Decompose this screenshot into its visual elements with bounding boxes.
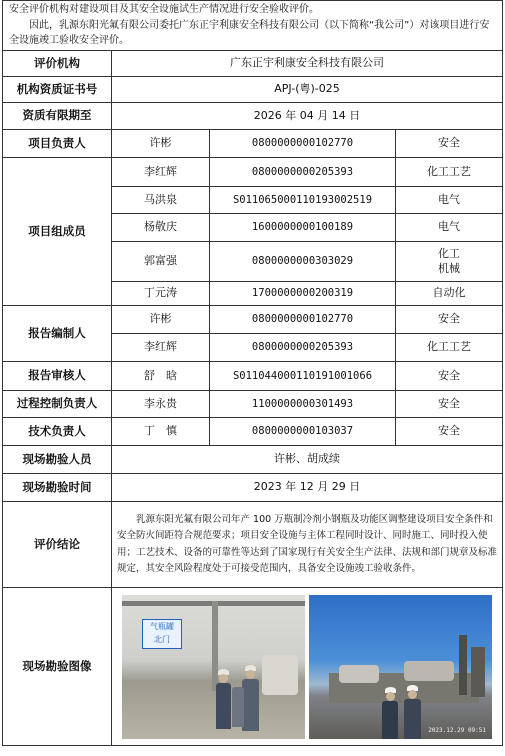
intro-line-2: 因此，乳源东阳光氟有限公司委托广东正宇利康安全科技有限公司（以下简称“我公司”）对该项目进行安全设施竣工验收安全评价。 bbox=[9, 19, 490, 47]
expiry-label: 资质有限期至 bbox=[3, 103, 112, 130]
expiry-value: 2026 年 04 月 14 日 bbox=[112, 103, 503, 130]
warehouse-sign bbox=[142, 619, 182, 649]
writer-major: 化工工艺 bbox=[396, 334, 503, 362]
process-name: 李永贵 bbox=[112, 391, 210, 418]
site-photo-plant bbox=[309, 595, 492, 739]
leader-name: 许彬 bbox=[112, 130, 210, 158]
writer-id: 0800000000102770 bbox=[210, 306, 396, 334]
process-label: 过程控制负责人 bbox=[3, 391, 112, 418]
member-major: 自动化 bbox=[396, 282, 503, 306]
process-id: 1100000000301493 bbox=[210, 391, 396, 418]
member-name: 李红辉 bbox=[112, 158, 210, 187]
member-major: 化工工艺 bbox=[396, 158, 503, 187]
site-staff-label: 现场勘验人员 bbox=[3, 446, 112, 474]
images-cell bbox=[112, 588, 503, 746]
leader-label: 项目负责人 bbox=[3, 130, 112, 158]
intro-line-1: 安全评价机构对建设项目及其安全设施试生产情况进行安全验收评价。 bbox=[9, 4, 319, 16]
reviewer-name: 舒 晗 bbox=[112, 362, 210, 391]
member-name: 郭富强 bbox=[112, 242, 210, 282]
cert-label: 机构资质证书号 bbox=[3, 77, 112, 103]
report-writers-label: 报告编制人 bbox=[3, 306, 112, 362]
tech-major: 安全 bbox=[396, 418, 503, 446]
conclusion-text: 乳源东阳光氟有限公司年产 100 万瓶制冷剂小钢瓶及功能区调整建设项目安全条件和安全防火间距符合规范要求；项目安全设施与主体工程同时设计、同时施工、同时投入使用；工艺技术、设备的可靠性等达到了国家现行有关安全生产法律、法规和部门规章及标准规定，其安全风险程度处于可接受范围内，具备安全设施竣工验收条件。 bbox=[112, 502, 503, 588]
member-major: 电气 bbox=[396, 187, 503, 214]
reviewer-label: 报告审核人 bbox=[3, 362, 112, 391]
site-photo-warehouse bbox=[122, 595, 305, 739]
site-time-label: 现场勘验时间 bbox=[3, 474, 112, 502]
leader-major: 安全 bbox=[396, 130, 503, 158]
reviewer-id: S011044000110191001066 bbox=[210, 362, 396, 391]
member-id: S011065000110193002519 bbox=[210, 187, 396, 214]
writer-name: 许彬 bbox=[112, 306, 210, 334]
info-table bbox=[2, 0, 503, 746]
site-staff-value: 许彬、胡成续 bbox=[112, 446, 503, 474]
reviewer-major: 安全 bbox=[396, 362, 503, 391]
process-major: 安全 bbox=[396, 391, 503, 418]
member-major: 电气 bbox=[396, 214, 503, 242]
member-id: 0800000000205393 bbox=[210, 158, 396, 187]
intro-paragraph bbox=[3, 1, 503, 51]
members-label: 项目组成员 bbox=[3, 158, 112, 306]
leader-id: 0800000000102770 bbox=[210, 130, 396, 158]
writer-name: 李红辉 bbox=[112, 334, 210, 362]
photo-timestamp: 2023.12.29 09:51 bbox=[428, 727, 486, 735]
member-major-line-2: 机械 bbox=[438, 261, 460, 275]
tech-name: 丁 慎 bbox=[112, 418, 210, 446]
member-id: 1600000000100189 bbox=[210, 214, 396, 242]
member-name: 杨敬庆 bbox=[112, 214, 210, 242]
agency-value: 广东正宇利康安全科技有限公司 bbox=[112, 51, 503, 77]
tech-label: 技术负责人 bbox=[3, 418, 112, 446]
member-name: 马洪泉 bbox=[112, 187, 210, 214]
writer-major: 安全 bbox=[396, 306, 503, 334]
member-major bbox=[396, 242, 503, 282]
member-id: 1700000000200319 bbox=[210, 282, 396, 306]
site-time-value: 2023 年 12 月 29 日 bbox=[112, 474, 503, 502]
sign-line-1: 气瓶罐 bbox=[150, 621, 174, 631]
member-name: 丁元涛 bbox=[112, 282, 210, 306]
agency-label: 评价机构 bbox=[3, 51, 112, 77]
cert-value: APJ-(粤)-025 bbox=[112, 77, 503, 103]
images-label: 现场勘验图像 bbox=[3, 588, 112, 746]
member-id: 0800000000303029 bbox=[210, 242, 396, 282]
member-major-line-1: 化工 bbox=[438, 246, 460, 260]
sign-line-2: 北门 bbox=[154, 634, 170, 644]
tech-id: 0800000000103037 bbox=[210, 418, 396, 446]
writer-id: 0800000000205393 bbox=[210, 334, 396, 362]
conclusion-label: 评价结论 bbox=[3, 502, 112, 588]
